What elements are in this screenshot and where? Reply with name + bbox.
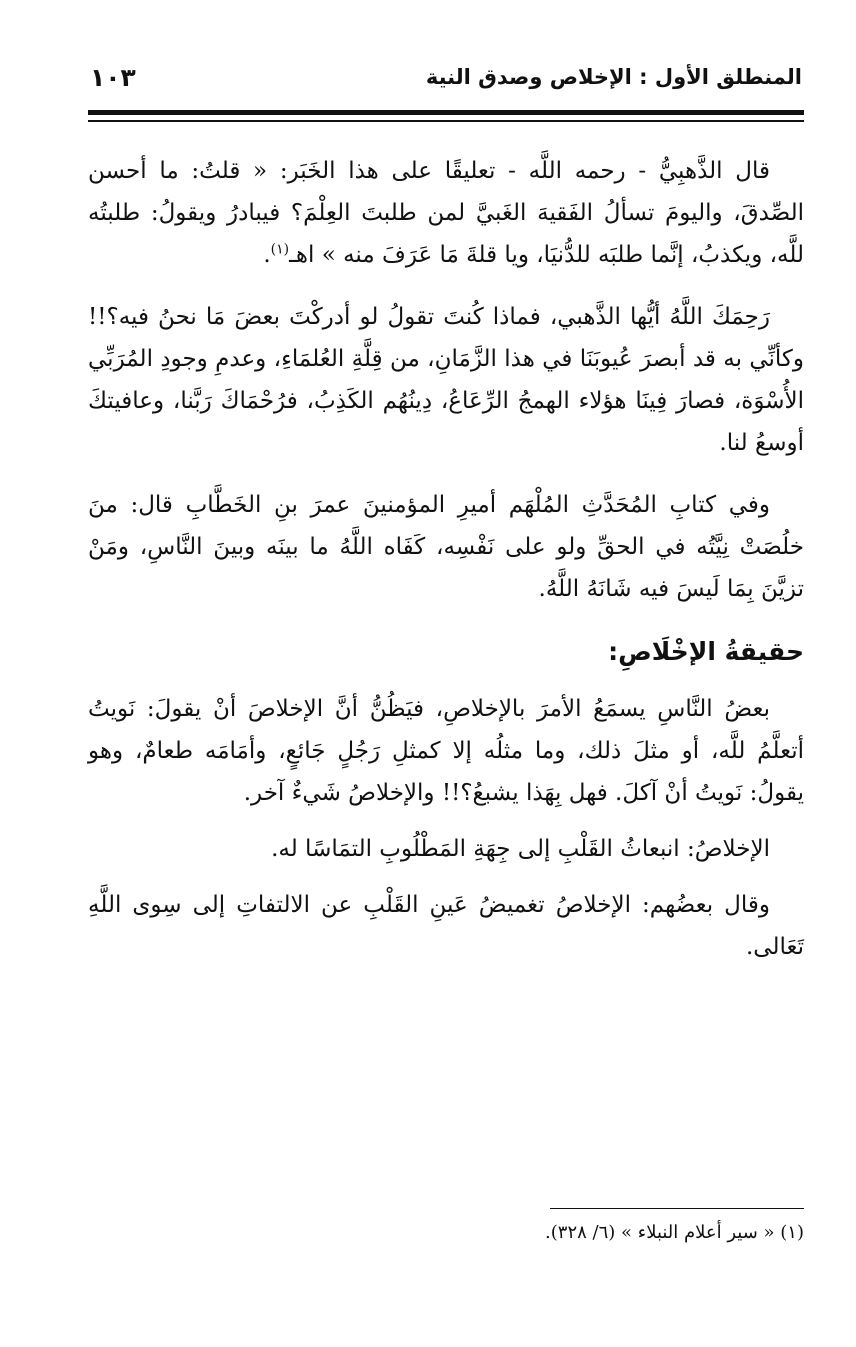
paragraph-lament: رَحِمَكَ اللَّهُ أيُّها الذَّهبي، فماذا كُنتَ تقولُ لو أدركْتَ بعضَ مَا نحنُ فيه؟!! وكأنِّي به قد أبصرَ عُيوبَنَا في هذا الزَّمَانِ، من قِلَّةِ العُلمَاءِ، وعدمِ وجودِ المُرَبِّي الأُسْوَة، فصارَ فِينَا هؤلاء الهمجُ الرِّعَاعُ، دِينُهُم الكَذِبُ، فرُحْمَاكَ رَبَّنا، وعافيتكَ أوسعُ لنا. (88, 304, 804, 456)
running-title: المنطلق الأول : الإخلاص وصدق النية (425, 65, 802, 89)
page-header (90, 52, 802, 102)
paragraph-text: قال الذَّهبِيُّ - رحمه اللَّه - تعليقًا على هذا الخَبَر: « قلتُ: ما أحسن الصِّدقَ، واليومَ تسألُ الفَقيهَ الغَبيَّ لمن طلبتَ العِلْمَ؟ فيبادرُ ويقولُ: طلبتُه للَّه، ويكذبُ، إنَّما طلبَه للدُّنيَا، ويا قلةَ مَا عَرَفَ منه » اهـ (88, 158, 804, 268)
page-number: ١٠٣ (90, 62, 136, 92)
section-heading: حقيقةُ الإخْلَاصِ: (608, 637, 804, 666)
footnote-separator (550, 1208, 804, 1209)
paragraph-ikhlas-definition: الإخلاصُ: انبعاثُ القَلْبِ إلى جِهَةِ المَطْلُوبِ التمَاسًا له. (271, 836, 770, 862)
paragraph-umar-letter: وفي كتابِ المُحَدَّثِ المُلْهَم أميرِ المؤمنينَ عمرَ بنِ الخَطَّابِ قال: منَ خلُصَتْ نِيَّتُه في الحقِّ ولو على نَفْسِه، كَفَاه اللَّهُ ما بينَه وبينَ النَّاسِ، ومَنْ تزيَّنَ بِمَا لَيسَ فيه شَانَهُ اللَّهُ. (88, 492, 804, 602)
footnote: (١) « سير أعلام النبلاء » (٦/ ٣٢٨). (545, 1222, 804, 1243)
footnote-reference: (١) (270, 241, 290, 258)
paragraph-tail: . (263, 242, 271, 268)
paragraph-ikhlas-intro: بعضُ النَّاسِ يسمَعُ الأمرَ بالإخلاصِ، فيَظُنُّ أنَّ الإخلاصَ أنْ يقولَ: نَويتُ أتعلَّمُ للَّه، أو مثلَ ذلك، وما مثلُه إلا كمثلِ رَجُلٍ جَائعٍ، وأمَامَه طعامٌ، وهو يقولُ: نَويتُ أنْ آكلَ. فهل بِهَذا يشبعُ؟!! والإخلاصُ شَيءٌ آخر. (88, 696, 804, 806)
header-rule-thick (88, 110, 804, 115)
paragraph-ikhlas-saying: وقال بعضُهم: الإخلاصُ تغميضُ عَينِ القَلْبِ عن الالتفاتِ إلى سِوى اللَّهِ تَعَالى. (88, 892, 804, 960)
header-rule-thin (88, 120, 804, 122)
paragraph-dhahabi-quote (88, 150, 804, 276)
main-text (88, 150, 804, 982)
